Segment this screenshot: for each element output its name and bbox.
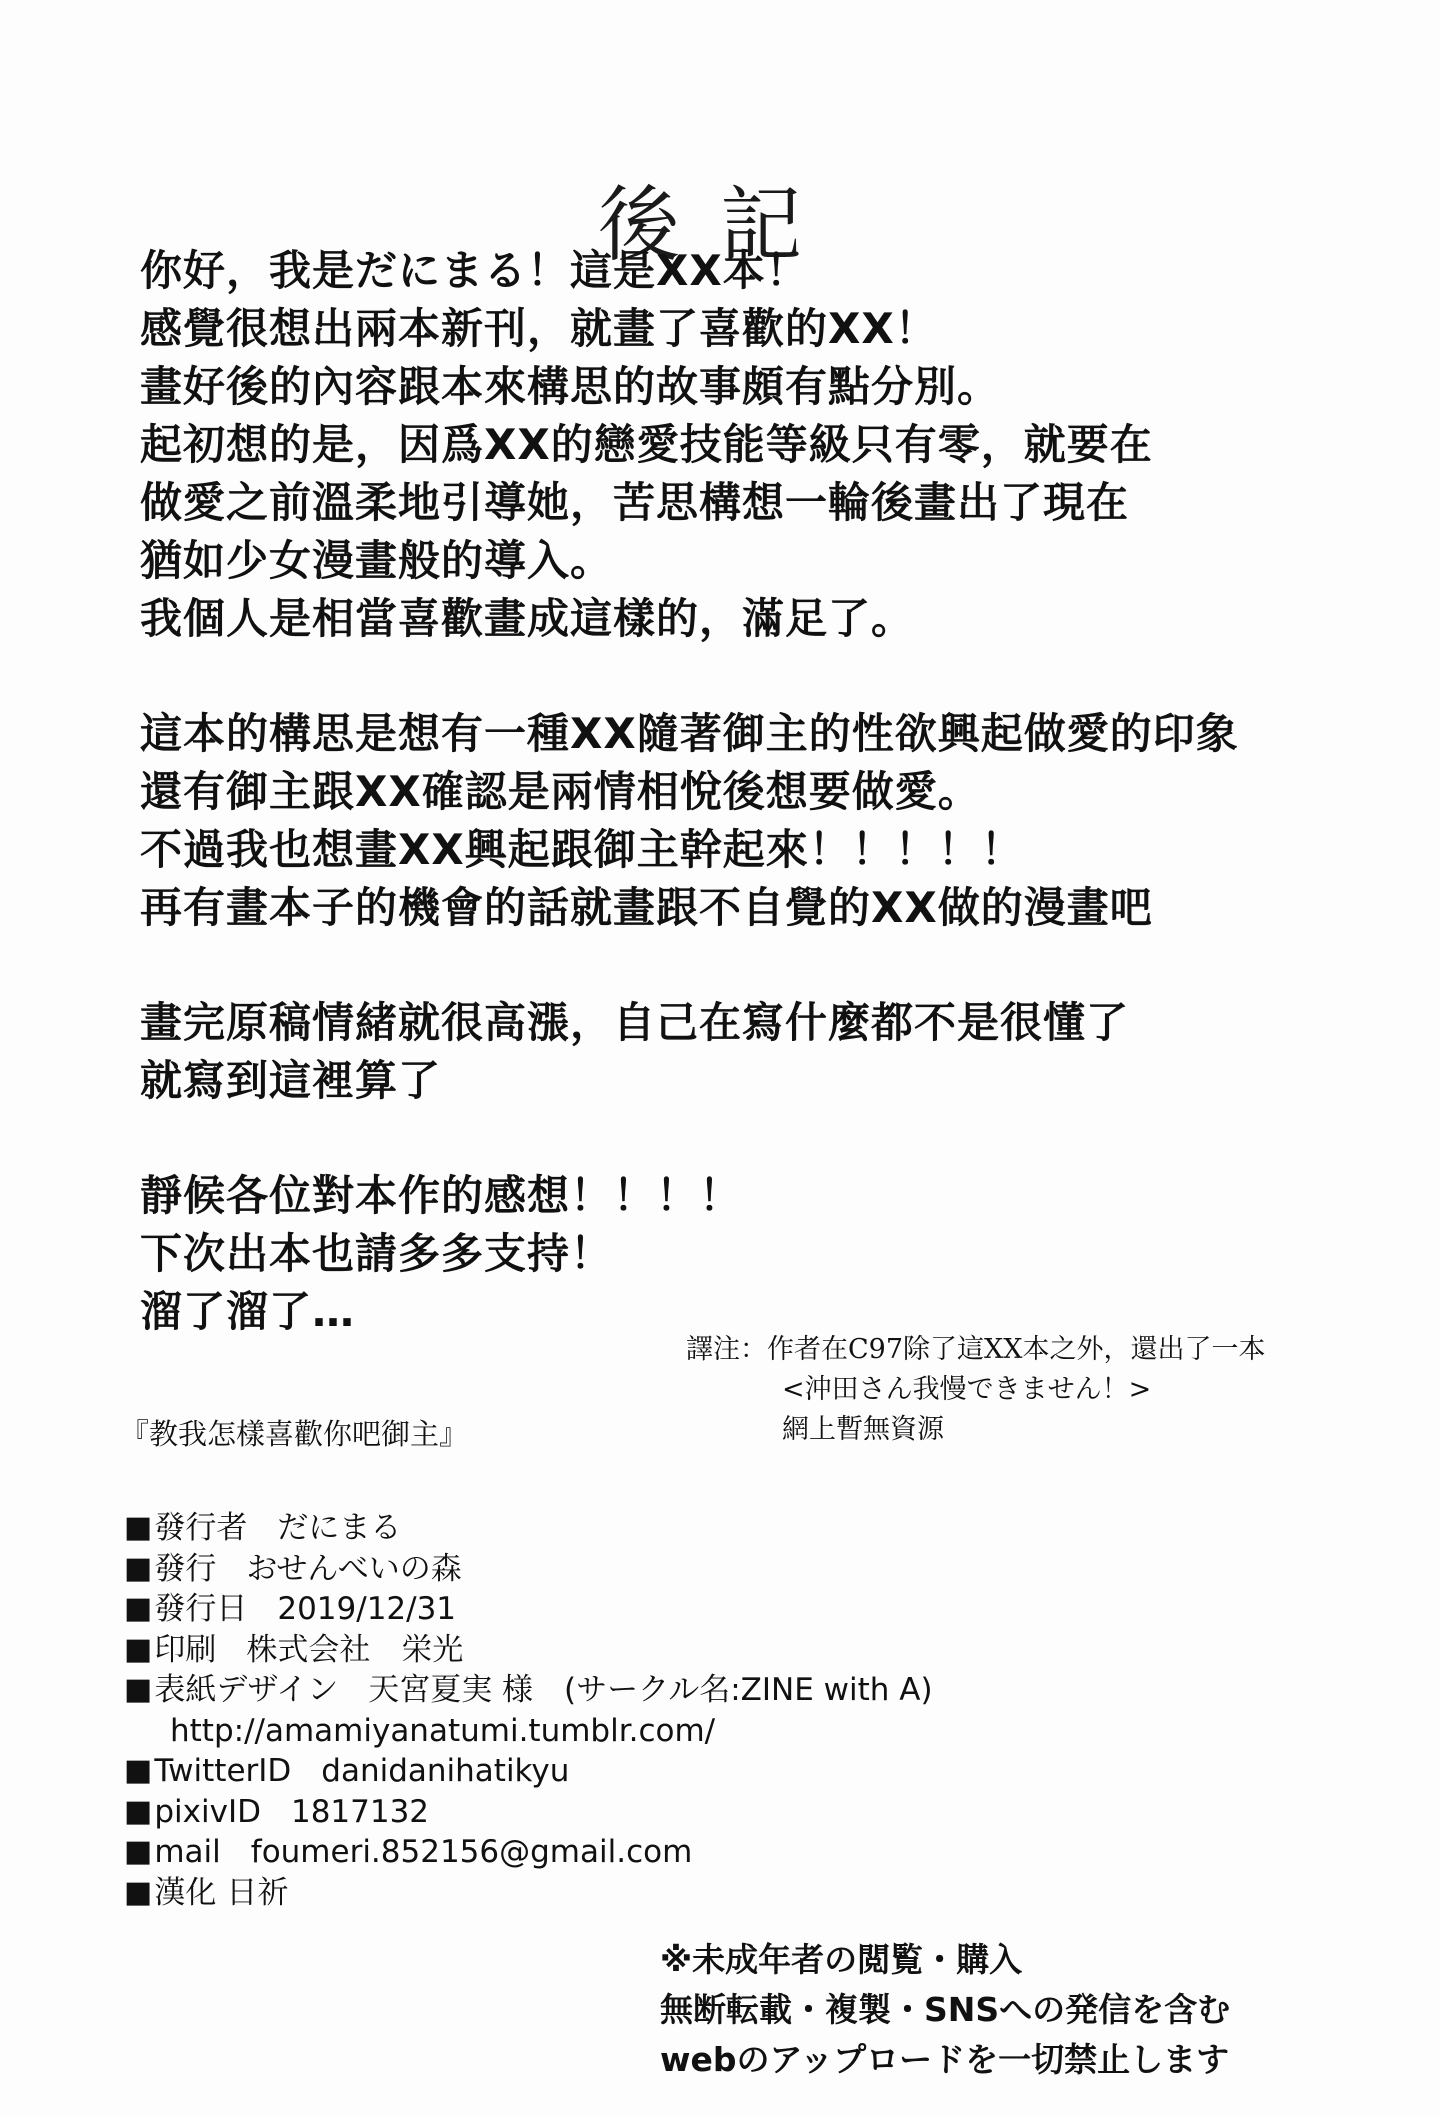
colophon-label: 印刷	[154, 1631, 217, 1668]
text-line: 再有畫本子的機會的話就畫跟不自覺的XX做的漫畫吧	[140, 883, 1153, 932]
colophon	[124, 1508, 933, 1913]
text-line: 不過我也想畫XX興起跟御主幹起來！！！！！	[140, 825, 1024, 874]
colophon-row-translation	[124, 1873, 933, 1914]
page-title: 後記	[597, 177, 842, 273]
colophon-label: mail	[154, 1834, 221, 1870]
colophon-value: danidanihatikyu	[321, 1753, 570, 1789]
afterword-body	[140, 242, 1260, 1398]
translator-note-line: 網上暫無資源	[782, 1414, 944, 1445]
colophon-row-printer	[124, 1630, 933, 1671]
text-line: 做愛之前溫柔地引導她，苦思構想一輪後畫出了現在	[140, 478, 1130, 527]
text-line: 畫好後的內容跟本來構思的故事頗有點分別。	[140, 362, 1001, 411]
colophon-label: TwitterID	[154, 1753, 292, 1789]
colophon-label: pixivID	[154, 1793, 261, 1830]
translator-note	[686, 1330, 1265, 1450]
colophon-value: 1817132	[290, 1793, 430, 1830]
colophon-url: http://amamiyanatumi.tumblr.com/	[170, 1712, 716, 1749]
square-bullet-icon: ■	[124, 1550, 153, 1586]
colophon-value: 天宮夏実 様 (サークル名:ZINE with A)	[368, 1672, 933, 1708]
square-bullet-icon: ■	[124, 1631, 153, 1667]
colophon-row-mail	[124, 1832, 933, 1873]
text-line: 我個人是相當喜歡畫成這樣的，滿足了。	[140, 594, 915, 643]
text-line: 溜了溜了…	[140, 1287, 356, 1336]
paragraph-concept	[140, 705, 1260, 937]
age-restriction-notice	[660, 1935, 1230, 2085]
text-line: 你好，我是だにまる！這是XX本！	[140, 246, 809, 295]
text-line: 還有御主跟XX確認是兩情相悅後想要做愛。	[140, 767, 981, 816]
colophon-row-date	[124, 1589, 933, 1630]
colophon-value: おせんべいの森	[246, 1550, 462, 1587]
colophon-row-publisher	[124, 1508, 933, 1549]
square-bullet-icon: ■	[124, 1874, 153, 1910]
text-line: 起初想的是，因爲XX的戀愛技能等級只有零，就要在	[140, 420, 1153, 469]
colophon-label: 發行	[154, 1550, 217, 1587]
notice-line: ※未成年者の閲覧・購入	[660, 1940, 1023, 1979]
colophon-value: だにまる	[277, 1510, 402, 1546]
text-line: 畫完原稿情緒就很高漲，自己在寫什麼都不是很懂了	[140, 998, 1130, 1047]
text-line: 就寫到這裡算了	[140, 1056, 442, 1105]
text-line: 這本的構思是想有一種XX隨著御主的性欲興起做愛的印象	[140, 709, 1239, 758]
notice-line: webのアップロードを一切禁止します	[660, 2040, 1230, 2079]
colophon-value: 日祈	[226, 1874, 289, 1911]
colophon-value: 2019/12/31	[277, 1591, 457, 1627]
text-line: 下次出本也請多多支持！	[140, 1229, 614, 1278]
paragraph-closing	[140, 994, 1260, 1110]
colophon-label: 漢化	[154, 1874, 217, 1911]
square-bullet-icon: ■	[124, 1834, 153, 1869]
square-bullet-icon: ■	[124, 1591, 153, 1626]
colophon-row-url	[124, 1711, 933, 1752]
colophon-label: 表紙デザイン	[154, 1672, 339, 1708]
colophon-row-cover-design	[124, 1670, 933, 1711]
text-line: 靜候各位對本作的感想！！！！	[140, 1171, 743, 1220]
paragraph-signoff	[140, 1167, 1260, 1341]
colophon-row-pixiv	[124, 1792, 933, 1833]
colophon-row-circle	[124, 1549, 933, 1590]
paragraph-greeting	[140, 242, 1260, 648]
book-title: 『教我怎樣喜歡你吧御主』	[120, 1417, 469, 1451]
colophon-row-twitter	[124, 1751, 933, 1792]
square-bullet-icon: ■	[124, 1793, 153, 1829]
colophon-label: 發行日	[154, 1591, 248, 1627]
text-line: 感覺很想出兩本新刊，就畫了喜歡的XX！	[140, 304, 938, 353]
square-bullet-icon: ■	[124, 1510, 153, 1545]
translator-note-line: <沖田さん我慢できません！>	[782, 1374, 1152, 1405]
text-line: 猶如少女漫畫般的導入。	[140, 536, 614, 585]
colophon-value: foumeri.852156@gmail.com	[250, 1834, 693, 1870]
notice-line: 無断転載・複製・SNSへの発信を含む	[660, 1990, 1231, 2029]
translator-note-line: 譯注：作者在C97除了這XX本之外，還出了一本	[686, 1334, 1266, 1365]
square-bullet-icon: ■	[124, 1672, 153, 1707]
colophon-value: 株式会社 栄光	[246, 1631, 464, 1668]
colophon-label: 發行者	[154, 1510, 248, 1546]
square-bullet-icon: ■	[124, 1753, 153, 1788]
